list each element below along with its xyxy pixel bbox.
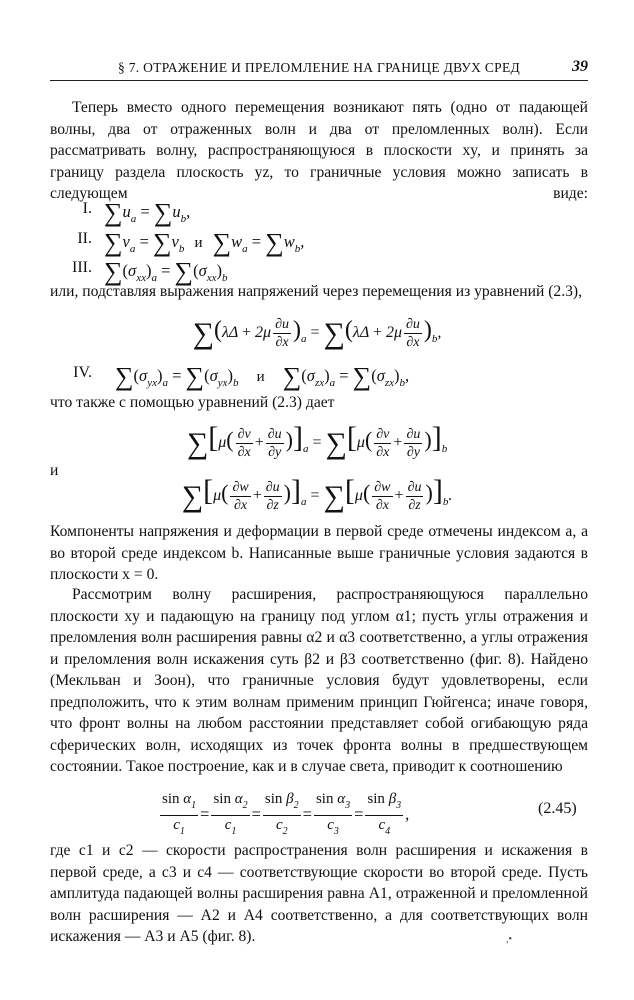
equation-iv: IV. $\sum(\sigma_{yx})_a = \sum(\sigma_{yx})_b$ и $\sum(\sigma_{zx})_a = \sum(\sigma_{zx})_b$, [0,362,634,388]
equation-iii: III. $\sum(\sigma_{xx})_a = \sum(\sigma_{xx})_b$ [0,257,634,283]
stray-mark: ,• [506,934,513,945]
and-word: и [50,462,59,479]
paragraph-3-text: что также с помощью уравнений (2.3) дает [50,394,335,411]
page-number: 39 [572,58,588,75]
paragraph-1 [50,97,588,202]
paragraph-6-text: где c1 и c2 — скорости распространения волн расширения и искажения в первой среде, а c3 и c4 — соответствующие скорости во второй среде. Пусть амплитуда падающей волны расширения равна A1, отраженной и преломленной волн расширения — A2 и A4 соответственно, а для соответствующих волн искажения — A3 и A5 (фиг. 8). [50,842,588,945]
paragraph-3 [50,392,588,414]
equation-mu-y: ∑[μ( $\frac{\partial v}{\partial x}$ + $\frac{\partial u}{\partial y}$ )]$_a = \sum[\mu$( $\frac{\partial v}{\partial x}$ + $\frac{\partial u}{\partial y}$ )]$_b$ [186,421,448,460]
running-head: § 7. ОТРАЖЕНИЕ И ПРЕЛОМЛЕНИЕ НА ГРАНИЦЕ ДВУХ СРЕД [118,60,521,75]
paragraph-2-text: или, подставляя выражения напряжений через перемещения из уравнений (2.3), [50,283,582,300]
equation-substituted: ∑(λΔ + 2μ $\frac{\partial u}{\partial x}$ )$_a = \sum(\lambda\Delta + 2\mu$ $\frac{\partial u}{\partial x}$ )$_b$, [192,317,442,351]
equation-number: (2.45) [538,800,577,817]
equation-i: I. $\sum u_a = \sum u_b$, [0,198,634,224]
equation-label-iv: IV. [73,364,92,381]
equation-2-45: $\frac{\sin \alpha_1}{c_1}$ = $\frac{\sin \alpha_2}{c_1}$ = $\frac{\sin \beta_2}{c_2}$ = $\frac{\sin \alpha_3}{c_3}$ = $\frac{\sin \beta_3}{c_4}$ , (2.45) [162,791,577,837]
conj-and-iv: и [256,369,265,385]
paragraph-6 [50,840,588,945]
paragraph-5 [50,584,588,784]
equation-ii: II. $\sum v_a = \sum v_b$ и $\sum w_a = \sum w_b$, [0,228,634,254]
equation-label-ii: II. [77,230,92,247]
header-rule [50,80,588,81]
paragraph-5-text: Рассмотрим волну расширения, распространяющуюся параллельно плоскости xy и падающую на границу под углом α1; пусть углы отражения и преломления волн расширения равны α2 и α3 соответственно, а углы отражения и преломления волн искажения суть β2 и β3 соответственно (фиг. 8). Найдено (Мекльван и Зоон), что граничные условия будут удовлетворены, если предположить, что к этим волнам применим принцип Гюйгенса; иначе говоря, что фронт волны на любом расстоянии представляет собой огибающую ряда сферических волн, исходящих из точек фронта волны в предшествующем состоянии. Такое построение, как и в случае света, приводит к соотношению [50,586,588,775]
equation-label-i: I. [82,200,92,217]
paragraph-4-text: Компоненты напряжения и деформации в первой среде отмечены индексом a, а во второй среде индексом b. Написанные выше граничные условия задаются в плоскости x = 0. [50,523,588,583]
equation-mu-z: ∑[μ( $\frac{\partial w}{\partial x}$ + $\frac{\partial u}{\partial z}$ )]$_a = \sum[\mu$( $\frac{\partial w}{\partial x}$ + $\frac{\partial u}{\partial z}$ )]$_b$. [181,474,453,513]
paragraph-1-text: Теперь вместо одного перемещения возникают пять (одно от падающей волны, два от отраженных волн и два от преломленных волн). Если рассматривать волну, распространяющуюся в плоскости xy, и принять за границу раздела плоскость yz, то граничные условия можно записать в следующем виде: [50,99,588,202]
paragraph-4 [50,521,588,587]
equation-label-iii: III. [72,259,92,276]
conj-and-ii: и [194,235,203,251]
